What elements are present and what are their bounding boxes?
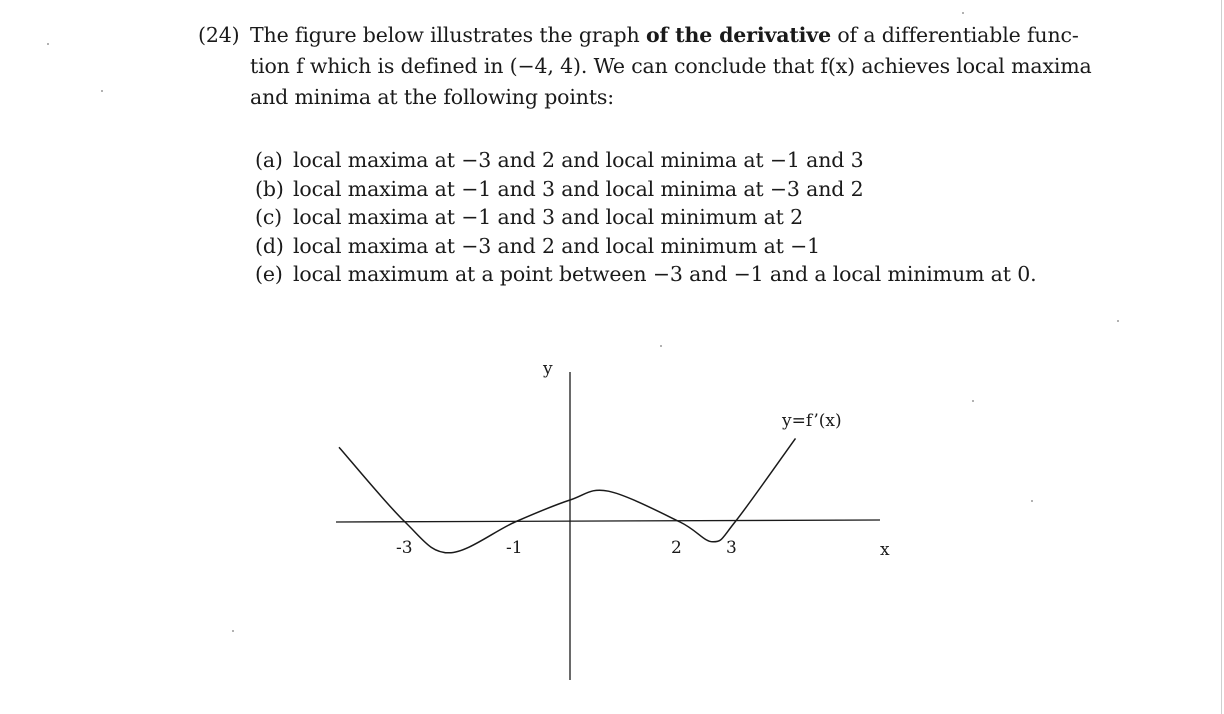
question-block	[198, 20, 1098, 113]
choice-letter: (d)	[255, 233, 284, 258]
answer-choices	[255, 146, 1115, 289]
tick-label: -1	[506, 538, 523, 558]
tick-label: -3	[396, 538, 413, 558]
scan-speck	[47, 43, 49, 45]
choice-c	[255, 203, 1115, 232]
scan-speck	[1031, 500, 1033, 502]
question-row	[198, 20, 1098, 113]
derivative-curve	[339, 438, 796, 552]
x-axis-label: x	[880, 540, 890, 560]
question-text	[250, 20, 1098, 113]
scan-speck	[232, 630, 234, 632]
x-axis	[336, 520, 880, 522]
question-line-1	[250, 20, 1098, 51]
question-line-2: tion f which is defined in (−4, 4). We can conclude that f(x) achieves local maxima	[250, 54, 1092, 78]
y-axis-label: y	[543, 359, 553, 379]
choice-text: local maxima at −1 and 3 and local minimum at 2	[293, 205, 804, 229]
choice-e	[255, 260, 1115, 289]
question-line-1-bold: of the derivative	[645, 23, 831, 47]
choice-letter: (b)	[255, 176, 284, 201]
choice-letter: (c)	[255, 205, 283, 229]
curve-label: y=f’(x)	[782, 411, 842, 431]
scan-speck	[962, 12, 964, 14]
question-line-1-post: of a differentiable func-	[830, 23, 1079, 47]
question-line-1-pre: The figure below illustrates the graph	[250, 23, 646, 47]
derivative-graph-svg	[330, 350, 890, 685]
question-number: (24)	[198, 23, 240, 47]
choice-letter: (a)	[255, 148, 283, 172]
tick-label: 3	[726, 538, 737, 558]
choice-letter: (e)	[255, 262, 283, 286]
question-line-3: and minima at the following points:	[250, 85, 615, 109]
scan-edge-line	[1221, 0, 1222, 714]
scan-speck	[1117, 320, 1119, 322]
scan-speck	[660, 345, 662, 347]
choice-b	[255, 175, 1115, 204]
tick-labels	[396, 538, 737, 558]
tick-label: 2	[671, 538, 682, 558]
scan-speck	[101, 90, 103, 92]
choice-a	[255, 146, 1115, 175]
choice-text: local maxima at −3 and 2 and local minima at −1 and 3	[293, 148, 864, 172]
choice-d	[255, 232, 1115, 261]
derivative-graph	[330, 350, 890, 685]
choice-text: local maxima at −1 and 3 and local minima at −3 and 2	[293, 176, 864, 201]
choice-text: local maximum at a point between −3 and −1 and a local minimum at 0.	[293, 262, 1037, 286]
choice-text: local maxima at −3 and 2 and local minimum at −1	[293, 233, 821, 258]
scan-speck	[972, 400, 974, 402]
